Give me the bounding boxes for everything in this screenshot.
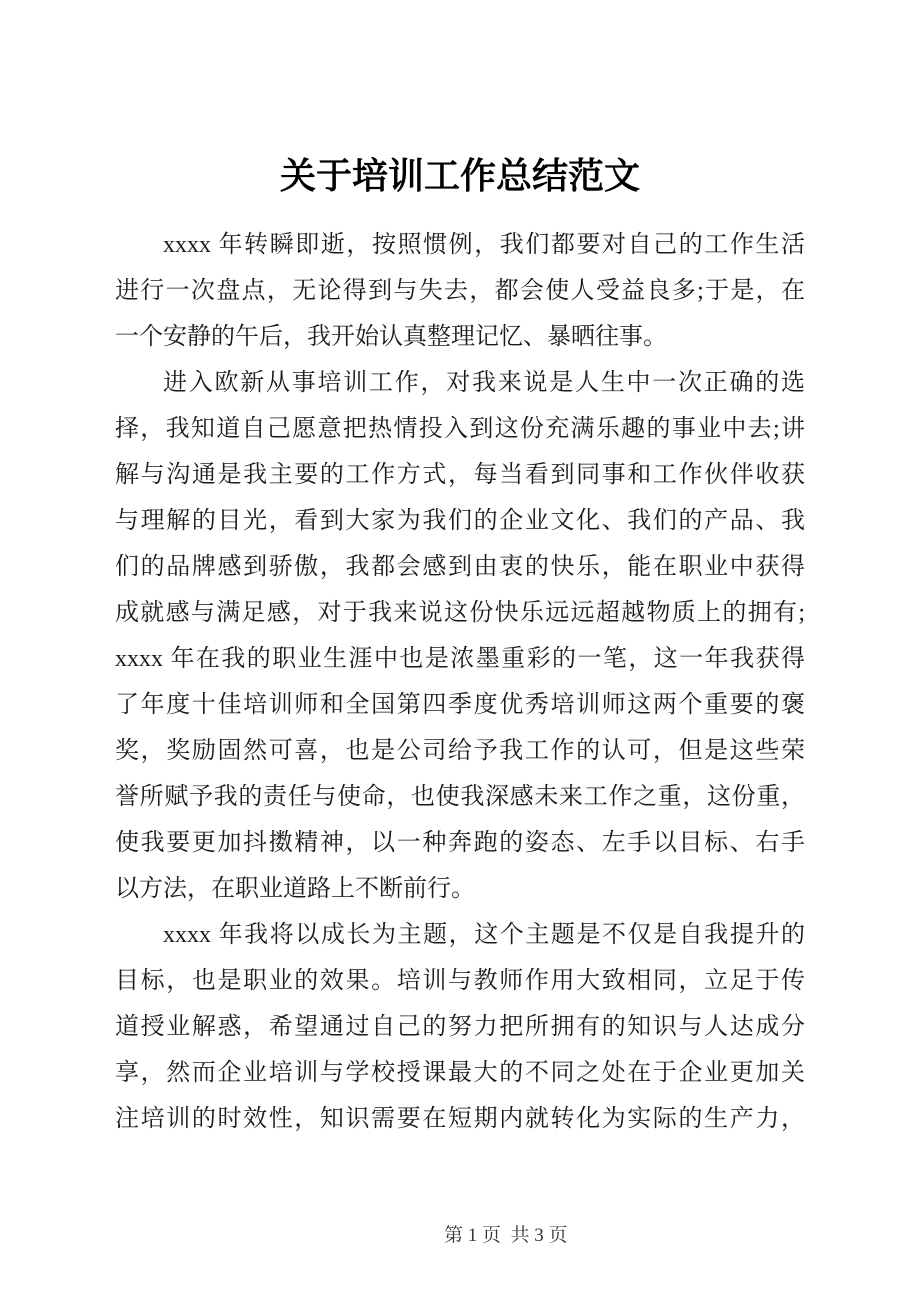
paragraph-2-line: 了年度十佳培训师和全国第四季度优秀培训师这两个重要的褒 bbox=[115, 692, 805, 718]
paragraph-2-line: 奖，奖励固然可喜，也是公司给予我工作的认可，但是这些荣 bbox=[115, 738, 805, 764]
document-body bbox=[115, 222, 805, 1142]
paragraph-2-line: 们的品牌感到骄傲，我都会感到由衷的快乐，能在职业中获得 bbox=[115, 554, 805, 580]
paragraph-1-line: 进行一次盘点，无论得到与失去，都会使人受益良多;于是，在 bbox=[115, 278, 805, 304]
paragraph-2-line: 成就感与满足感，对于我来说这份快乐远远超越物质上的拥有; bbox=[115, 600, 805, 626]
paragraph-2-line: 誉所赋予我的责任与使命，也使我深感未来工作之重，这份重， bbox=[115, 784, 805, 810]
document-title: 关于培训工作总结范文 bbox=[279, 156, 640, 196]
paragraph-2-line: 进入欧新从事培训工作，对我来说是人生中一次正确的选 bbox=[163, 370, 805, 396]
paragraph-3-line: xxxx 年我将以成长为主题，这个主题是不仅是自我提升的 bbox=[163, 922, 805, 948]
paragraph-3-line: 享，然而企业培训与学校授课最大的不同之处在于企业更加关 bbox=[115, 1060, 805, 1086]
page-number-label: 第 1 页 共 3 页 bbox=[444, 1225, 568, 1246]
paragraph-1-line: xxxx 年转瞬即逝，按照惯例，我们都要对自己的工作生活 bbox=[163, 232, 805, 258]
paragraph-2-line: 解与沟通是我主要的工作方式，每当看到同事和工作伙伴收获 bbox=[115, 462, 805, 488]
paragraph-2-line: xxxx 年在我的职业生涯中也是浓墨重彩的一笔，这一年我获得 bbox=[115, 646, 805, 672]
paragraph-3-line: 道授业解惑，希望通过自己的努力把所拥有的知识与人达成分 bbox=[115, 1014, 805, 1040]
page-footer bbox=[425, 1194, 568, 1278]
paragraph-2-line: 择，我知道自己愿意把热情投入到这份充满乐趣的事业中去;讲 bbox=[115, 416, 805, 442]
paragraph-2-line: 使我要更加抖擞精神，以一种奔跑的姿态、左手以目标、右手 bbox=[115, 830, 805, 856]
paragraph-1-line: 一个安静的午后，我开始认真整理记忆、暴晒往事。 bbox=[115, 324, 667, 350]
paragraph-3-line: 注培训的时效性，知识需要在短期内就转化为实际的生产力， bbox=[115, 1106, 805, 1132]
paragraph-3-line: 目标，也是职业的效果。培训与教师作用大致相同，立足于传 bbox=[115, 968, 805, 994]
paragraph-2-line: 与理解的目光，看到大家为我们的企业文化、我们的产品、我 bbox=[115, 508, 805, 534]
paragraph-2-line: 以方法，在职业道路上不断前行。 bbox=[115, 876, 475, 902]
